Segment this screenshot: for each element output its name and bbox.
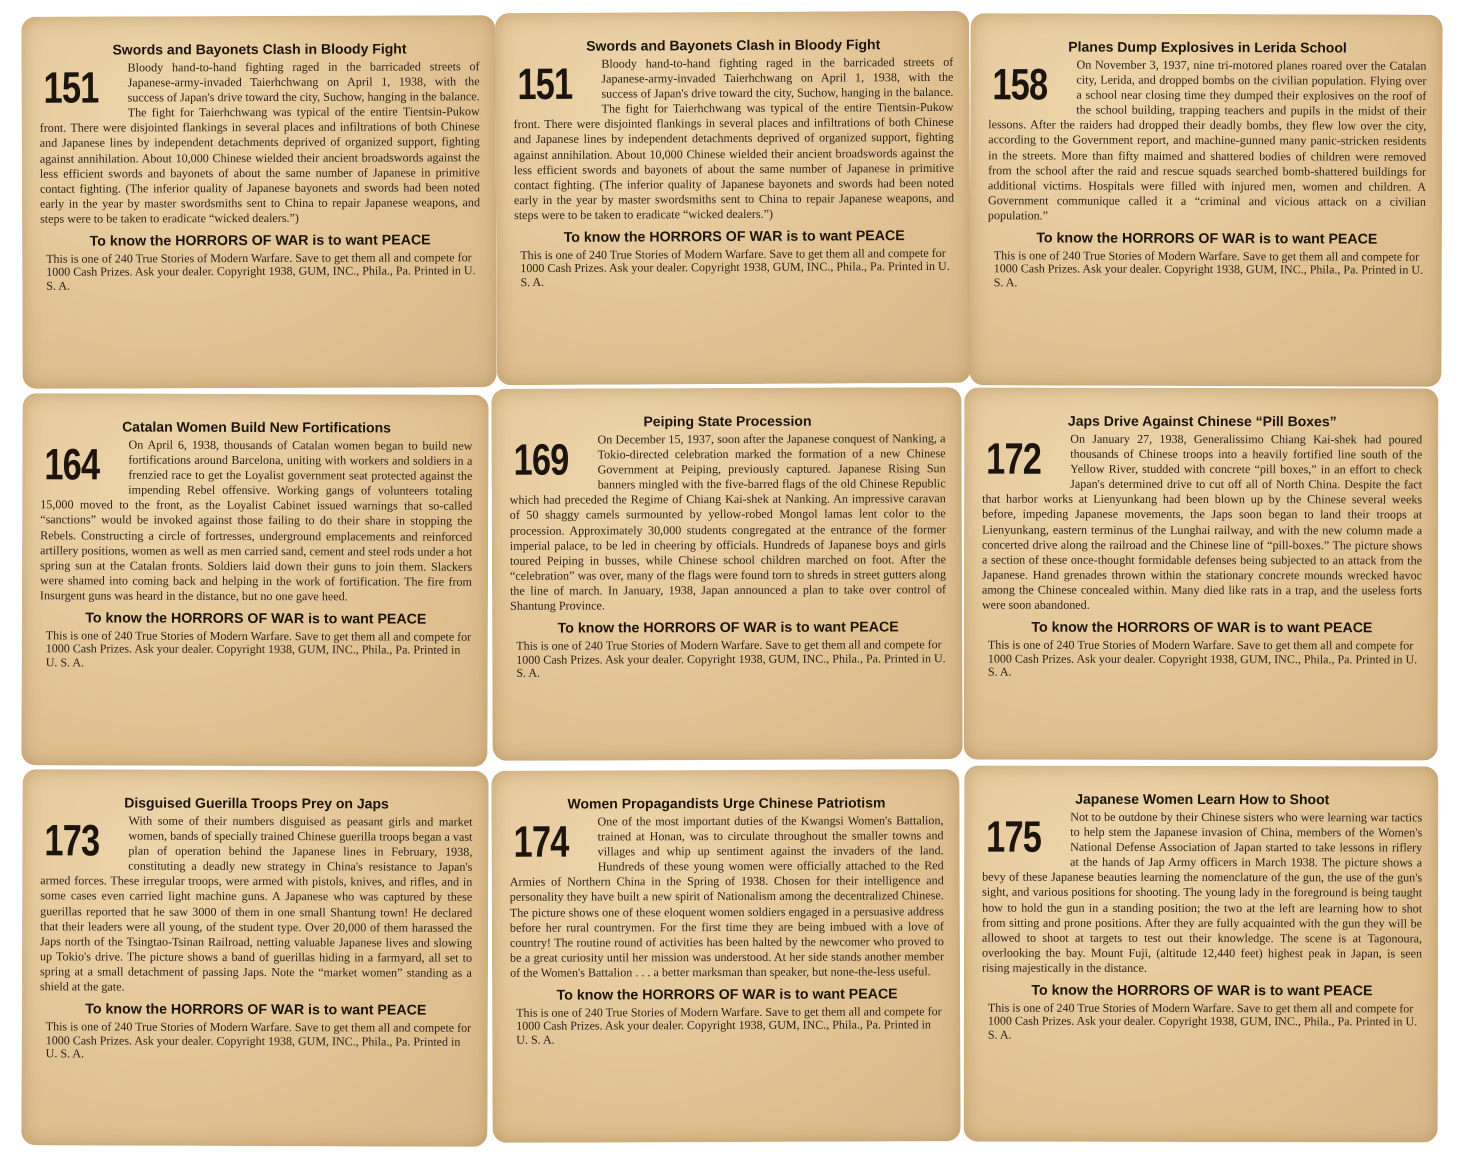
card-6	[964, 388, 1439, 761]
card-body: Not to be outdone by their Chinese sisters who were learning war tactics to help stem the Japanese invasion of China, members of the Women's National Defense Association of Japan started to take lessons in riflery at the hands of Jap Army officers in March 1938. The picture shows a bevy of these Japanese beauties learning the nomenclature of the gun, the use of the gun's sight, and various positions for shooting. The young lady in the foreground is being taught how to hold the gun in a standing position; the two at the left are learning how to shot from sitting and prone positions. After they are fully acquainted with the gun they will be allowed to shoot at targets to test out their knowledge. The scene is at Tagonoura, overlooking the bay. Mount Fuji, (altitude 12,440 feet) highest peak in Japan, is seen rising majestically in the distance.	[981, 809, 1423, 975]
card-5	[491, 387, 962, 761]
card-slogan: To know the HORRORS OF WAR is to want PEACE	[557, 619, 899, 637]
card-number: 174	[513, 817, 569, 867]
card-body: On December 15, 1937, soon after the Japanese conquest of Nanking, a Tokio-directed celebration marked the formation of a new Chinese Government at Peiping, previously captured. Japanese Rising Sun banners mingled with the five-barred flags of the old Chinese Republic which had preceded the Regime of Chiang Kai-shek at Nanking. An impressive caravan of 50 shaggy camels surmounted by yellow-robed Mongol lamas lent color to the procession. Approximately 30,000 students congregated at the entrance of the former imperial palace, to be led in cheering by officials. Hundreds of Japanese boys and girls toured Peiping in busses, while Chinese school children marched on foot. After the “celebration” was over, many of the flags were found torn to shreds in street gutters along the line of march. In January, 1938, Japan announced a plan to take over control of Shantung Province.	[509, 431, 947, 613]
card-2	[495, 11, 971, 385]
card-4	[21, 393, 488, 767]
card-title: Japs Drive Against Chinese “Pill Boxes”	[1067, 412, 1337, 430]
card-number: 169	[513, 435, 569, 485]
card-9	[964, 766, 1439, 1143]
card-slogan: To know the HORRORS OF WAR is to want PEACE	[1036, 230, 1378, 248]
card-1	[21, 15, 496, 389]
card-number: 175	[986, 812, 1042, 862]
card-footer: This is one of 240 True Stories of Modern Warfare. Save to get them all and compete for 1000 Cash Prizes. Ask your dealer. Copyright 1938, GUM, INC., Phila., Pa. Printed in U. S. A.	[516, 637, 946, 680]
card-slogan: To know the HORRORS OF WAR is to want PEACE	[85, 1001, 427, 1019]
card-slogan: To know the HORRORS OF WAR is to want PEACE	[89, 232, 431, 250]
card-body: Bloody hand-to-hand fighting raged in the barricaded streets of Japanese-army-invaded Taierhchwang on April 1, 1938, with the success of Japan's drive toward the city, Suchow, hanging in the balance. The fight for Taierhchwang was typical of the entire Tientsin-Pukow front. There were disjointed flankings in several places and infiltrations of both Chinese and Japanese lines by independent detachments deprived of organized support, fighting against annihilation. About 10,000 Chinese wielded their ancient broadswords against the less efficient swords and bayonets of about the same number of Japanese in primitive contact fighting. (The inferior quality of Japanese bayonets and swords had been noted early in the year by master swordsmiths sent to China to repair Japanese weapons, and steps were to be taken to eradicate “wicked dealers.”)	[39, 59, 481, 226]
card-title: Swords and Bayonets Clash in Bloody Fight	[112, 40, 407, 58]
card-footer: This is one of 240 True Stories of Modern Warfare. Save to get them all and compete for 1000 Cash Prizes. Ask your dealer. Copyright 1938, GUM, INC., Phila., Pa. Printed in U. S. A.	[516, 1004, 942, 1047]
card-title: Japanese Women Learn How to Shoot	[1075, 790, 1330, 808]
card-footer: This is one of 240 True Stories of Modern Warfare. Save to get them all and compete for 1000 Cash Prizes. Ask your dealer. Copyright 1938, GUM, INC., Phila., Pa. Printed in U. S. A.	[46, 250, 476, 293]
card-title: Peiping State Procession	[643, 412, 812, 430]
card-title: Women Propagandists Urge Chinese Patriotism	[567, 794, 886, 812]
card-footer: This is one of 240 True Stories of Modern Warfare. Save to get them all and compete for 1000 Cash Prizes. Ask your dealer. Copyright 1938, GUM, INC., Phila., Pa. Printed in U. S. A.	[45, 1019, 472, 1061]
card-footer: This is one of 240 True Stories of Modern Warfare. Save to get them all and compete for 1000 Cash Prizes. Ask your dealer. Copyright 1938, GUM, INC., Phila., Pa. Printed in U. S. A.	[987, 1000, 1418, 1042]
card-body: On November 3, 1937, nine tri-motored planes roared over the Catalan city, Lerida, and dropped bombs on the civilian population. Flying over a school near closing time they dumped their explosives on the roof of the school building, trapping teachers and pupils in the midst of their lessons. After the raiders had dropped their deadly bombs, they flew low over the city, according to the Government report, and machine-gunned many panic-stricken residents in the streets. More than fifty maimed and shattered bodies of children were removed from the school after the raid and rescue squads searched bomb-shattered buildings for additional victims. Hospitals were filled with injured men, women and children. A Government communique called it a “criminal and vicious attack on a civilian population.”	[987, 57, 1427, 223]
card-body: Bloody hand-to-hand fighting raged in the barricaded streets of Japanese-army-invaded Taierhchwang on April 1, 1938, with the success of Japan's drive toward the city, Suchow, hanging in the balance. The fight for Taierhchwang was typical of the entire Tientsin-Pukow front. There were disjointed flankings in several places and infiltrations of both Chinese and Japanese lines by independent detachments deprived of organized support, fighting against annihilation. About 10,000 Chinese wielded their ancient broadswords against the less efficient swords and bayonets of about the same number of Japanese in primitive contact fighting. (The inferior quality of Japanese bayonets and swords had been noted early in the year by master swordsmiths sent to China to repair Japanese weapons, and steps were to be taken to eradicate “wicked dealers.”)	[513, 54, 955, 223]
card-footer: This is one of 240 True Stories of Modern Warfare. Save to get them all and compete for 1000 Cash Prizes. Ask your dealer. Copyright 1938, GUM, INC., Phila., Pa. Printed in U. S. A.	[520, 245, 950, 289]
card-body: With some of their numbers disguised as peasant girls and market women, bands of specially trained Chinese guerilla troops began a vast plan of operation behind the Japanese lines in February, 1938, constituting a deadly new strategy in China's resistance to Japan's armed forces. These irregular troops, were armed with pistols, knives, and rifles, and in some cases even carried light machine guns. A Japanese who was captured by these guerillas reported that he saw 3000 of them in one small Shantung town! He declared that their leaders were all young, of the student type. Over 20,000 of them harassed the Japs north of the Tsingtao-Tsinan Railroad, netting valuable Japanese lives and slowing up Tokio's drive. The picture shows a band of guerillas hiding in a farmyard, all set to spring at a small detachment of passing Japs. Note the “market women” standing as a shield at the gate.	[39, 813, 473, 994]
card-number: 151	[43, 63, 99, 113]
card-slogan: To know the HORRORS OF WAR is to want PEACE	[1031, 982, 1373, 1000]
card-slogan: To know the HORRORS OF WAR is to want PEACE	[85, 610, 427, 628]
card-number: 158	[992, 60, 1048, 110]
card-3	[969, 13, 1442, 387]
card-footer: This is one of 240 True Stories of Modern Warfare. Save to get them all and compete for 1000 Cash Prizes. Ask your dealer. Copyright 1938, GUM, INC., Phila., Pa. Printed in U. S. A.	[993, 248, 1424, 290]
card-slogan: To know the HORRORS OF WAR is to want PEACE	[1031, 619, 1373, 637]
card-body: On April 6, 1938, thousands of Catalan women began to build new fortifications around Barcelona, uniting with workers and soldiers in a frenzied race to get the Loyalist government seat protected against the impending Rebel offensive. Working gangs of volunteers totaling 15,000 moved to the front, as the Loyalist Cabinet issued warnings that so-called “sanctions” would be invoked against those failing to do their share in stopping the Rebels. Constructing a circle of fortresses, underground emplacements and reinforced artillery positions, women as well as men carried sand, cement and steel rods under a hot spring sun at the Catalan fronts. Soldiers laid down their guns to join them. Slackers were shamed into coming back and helping in the work of fortification. The fire from Insurgent guns was heard in the distance, but no one gave heed.	[39, 437, 473, 604]
card-title: Disguised Guerilla Troops Prey on Japs	[124, 794, 389, 812]
card-body: One of the most important duties of the Kwangsi Women's Battalion, trained at Honan, was to circulate throughout the smaller towns and villages and whip up sentiment against the invaders of the land. Hundreds of these young women were officially attached to the Red Armies of Northern China in the Spring of 1938. Chosen for their intelligence and personality they have built a new spirit of Nationalism among the decentralized Chinese. The picture shows one of these eloquent women soldiers engaged in a persuasive address before her rural countrymen. For the first time they are being imbued with a love of country! The routine round of activities has been halted by the newcomer who proved to be a great curiosity until her mission was understood. At her side stands another member of the Women's Battalion . . . a better marksman than speaker, but none-the-less useful.	[509, 813, 945, 980]
card-number: 164	[44, 440, 100, 490]
card-slogan: To know the HORRORS OF WAR is to want PEACE	[563, 228, 905, 246]
card-number: 173	[44, 816, 100, 866]
card-7	[21, 769, 488, 1147]
card-footer: This is one of 240 True Stories of Modern Warfare. Save to get them all and compete for 1000 Cash Prizes. Ask your dealer. Copyright 1938, GUM, INC., Phila., Pa. Printed in U. S. A.	[987, 637, 1418, 679]
card-number: 172	[986, 434, 1042, 484]
card-title: Swords and Bayonets Clash in Bloody Fight	[586, 36, 881, 54]
card-footer: This is one of 240 True Stories of Modern Warfare. Save to get them all and compete for 1000 Cash Prizes. Ask your dealer. Copyright 1938, GUM, INC., Phila., Pa. Printed in U. S. A.	[45, 628, 472, 670]
card-title: Catalan Women Build New Fortifications	[122, 418, 391, 436]
card-title: Planes Dump Explosives in Lerida School	[1068, 38, 1347, 56]
card-slogan: To know the HORRORS OF WAR is to want PEACE	[556, 986, 898, 1004]
card-8	[491, 769, 960, 1143]
card-body: On January 27, 1938, Generalissimo Chiang Kai-shek had poured thousands of Chinese troops into a heavily fortified line south of the Yellow River, studded with concrete “pill boxes,” in an effort to check Japan's determined drive to cut off all of North China. Despite the fact that harbor works at Lienyunkang had been blown up by the Chinese several weeks before, impeding Japanese movements, the Japs soon began to land their troops at Lienyunkang, eastern terminus of the Lunghai railway, and with the new column made a concerted drive along the railroad and the Chinese line of “pill-boxes.” The picture shows a section of these once-thought formidable defenses being subjected to an attack from the Japanese. Hand grenades thrown within the stationary concrete mounds wrecked havoc among the Chinese concealed within. Many died like rats in a trap, and the useless forts were soon abandoned.	[981, 431, 1423, 612]
card-number: 151	[517, 59, 573, 110]
